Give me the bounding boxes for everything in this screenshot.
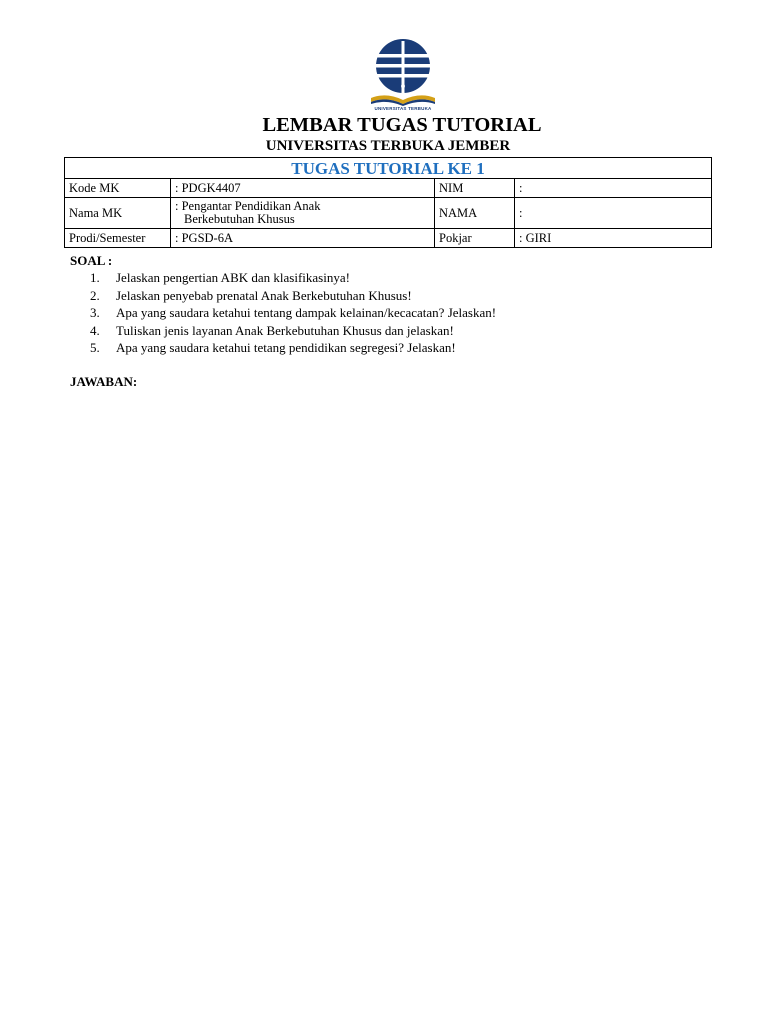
list-item-text: Apa yang saudara ketahui tentang dampak kelainan/kecacatan? Jelaskan! <box>116 305 497 321</box>
list-item-number: 2. <box>90 287 100 303</box>
nama-mk-label: Nama MK <box>65 198 171 229</box>
logo-emblem-icon <box>368 38 438 113</box>
list-item <box>90 304 710 322</box>
table-row <box>65 229 712 248</box>
table-row <box>65 198 712 229</box>
list-item-number: 1. <box>90 270 100 285</box>
jawaban-label: JAWABAN: <box>70 374 138 389</box>
info-table-heading-row <box>65 158 712 179</box>
list-item-number: 5. <box>90 340 100 356</box>
nama-mk-value-line2: Berkebutuhan Khusus <box>184 212 295 226</box>
page-subtitle: UNIVERSITAS TERBUKA JEMBER <box>265 138 511 154</box>
logo-caption: UNIVERSITAS TERBUKA <box>374 106 432 111</box>
list-item <box>90 287 710 305</box>
kode-mk-value: : PDGK4407 <box>171 179 435 198</box>
pokjar-value: : GIRI <box>515 229 712 248</box>
nim-label: NIM <box>435 179 515 198</box>
kode-mk-label: Kode MK <box>65 179 171 198</box>
list-item-text: Tuliskan jenis layanan Anak Berkebutuhan Khusus dan jelaskan! <box>116 322 454 338</box>
list-item-number: 4. <box>90 322 100 338</box>
list-item-text: Jelaskan pengertian ABK dan klasifikasinya! <box>116 270 350 285</box>
nama-mk-value-line1: : Pengantar Pendidikan Anak <box>175 199 321 213</box>
info-table <box>64 157 712 248</box>
list-item-number: 3. <box>90 305 100 321</box>
prodi-semester-label: Prodi/Semester <box>65 229 171 248</box>
table-row <box>65 179 712 198</box>
nim-value: : <box>515 179 712 198</box>
nama-label: NAMA <box>435 198 515 229</box>
soal-label: SOAL : <box>70 253 113 268</box>
prodi-semester-value: : PGSD-6A <box>171 229 435 248</box>
nama-mk-value <box>171 198 435 229</box>
tutorial-heading: TUGAS TUTORIAL KE 1 <box>65 158 712 179</box>
list-item <box>90 339 710 357</box>
university-logo <box>368 38 438 113</box>
list-item <box>90 269 710 287</box>
list-item-text: Apa yang saudara ketahui tetang pendidikan segregesi? Jelaskan! <box>116 340 456 356</box>
nama-value: : <box>515 198 712 229</box>
page-title: LEMBAR TUGAS TUTORIAL <box>262 114 542 136</box>
list-item-text: Jelaskan penyebab prenatal Anak Berkebutuhan Khusus! <box>116 287 412 303</box>
pokjar-label: Pokjar <box>435 229 515 248</box>
soal-list <box>90 269 710 357</box>
list-item <box>90 322 710 340</box>
